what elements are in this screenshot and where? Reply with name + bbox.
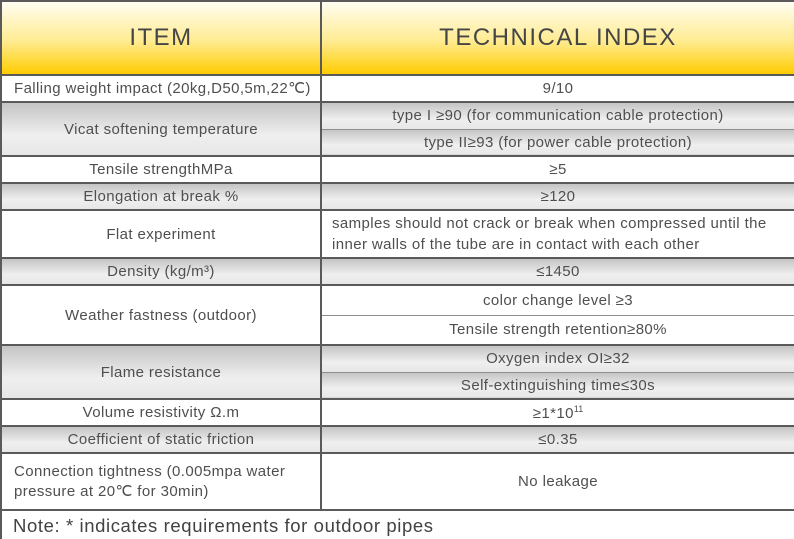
value-cell-self-extinguishing-time: Self-extinguishing time≤30s xyxy=(321,372,794,399)
value-cell-elongation-at-break: ≥120 xyxy=(321,183,794,210)
table-header-row xyxy=(1,1,794,75)
table-row xyxy=(1,183,794,210)
item-cell-coefficient-of-static-friction: Coefficient of static friction xyxy=(1,426,321,453)
table-row xyxy=(1,102,794,129)
column-header-technical-index: TECHNICAL INDEX xyxy=(321,1,794,75)
value-cell-color-change-level: color change level ≥3 xyxy=(321,285,794,315)
item-cell-elongation-at-break: Elongation at break % xyxy=(1,183,321,210)
item-cell-density: Density (kg/m³) xyxy=(1,258,321,285)
item-cell-falling-weight-impact: Falling weight impact (20kg,D50,5m,22℃) xyxy=(1,75,321,102)
table-row xyxy=(1,285,794,315)
table-row xyxy=(1,345,794,372)
value-cell-tensile-strength: ≥5 xyxy=(321,156,794,183)
value-cell-density: ≤1450 xyxy=(321,258,794,285)
value-cell-volume-resistivity xyxy=(321,399,794,426)
item-cell-tensile-strength: Tensile strengthMPa xyxy=(1,156,321,183)
table-row xyxy=(1,210,794,258)
table-row xyxy=(1,156,794,183)
column-header-item: ITEM xyxy=(1,1,321,75)
item-cell-flat-experiment: Flat experiment xyxy=(1,210,321,258)
table-row xyxy=(1,399,794,426)
item-cell-flame-resistance: Flame resistance xyxy=(1,345,321,399)
value-cell-tensile-strength-retention: Tensile strength retention≥80% xyxy=(321,315,794,345)
value-cell-oxygen-index: Oxygen index OI≥32 xyxy=(321,345,794,372)
item-cell-connection-tightness: Connection tightness (0.005mpa water pressure at 20℃ for 30min) xyxy=(1,453,321,510)
value-cell-connection-tightness: No leakage xyxy=(321,453,794,510)
value-cell-falling-weight-impact: 9/10 xyxy=(321,75,794,102)
item-cell-vicat-softening-temperature: Vicat softening temperature xyxy=(1,102,321,156)
value-cell-flat-experiment: samples should not crack or break when compressed until the inner walls of the tube are in contact with each other xyxy=(321,210,794,258)
item-cell-weather-fastness: Weather fastness (outdoor) xyxy=(1,285,321,345)
value-cell-vicat-type-1: type I ≥90 (for communication cable protection) xyxy=(321,102,794,129)
value-base: ≥1*10 xyxy=(532,404,574,422)
note-text: Note: * indicates requirements for outdoor pipes xyxy=(1,510,794,539)
table-row xyxy=(1,75,794,102)
table-note-row xyxy=(1,510,794,539)
item-cell-volume-resistivity: Volume resistivity Ω.m xyxy=(1,399,321,426)
table-row xyxy=(1,258,794,285)
value-cell-vicat-type-2: type II≥93 (for power cable protection) xyxy=(321,129,794,156)
value-superscript: 11 xyxy=(573,403,584,414)
value-cell-coefficient-of-static-friction: ≤0.35 xyxy=(321,426,794,453)
table-row xyxy=(1,453,794,510)
table-row xyxy=(1,426,794,453)
